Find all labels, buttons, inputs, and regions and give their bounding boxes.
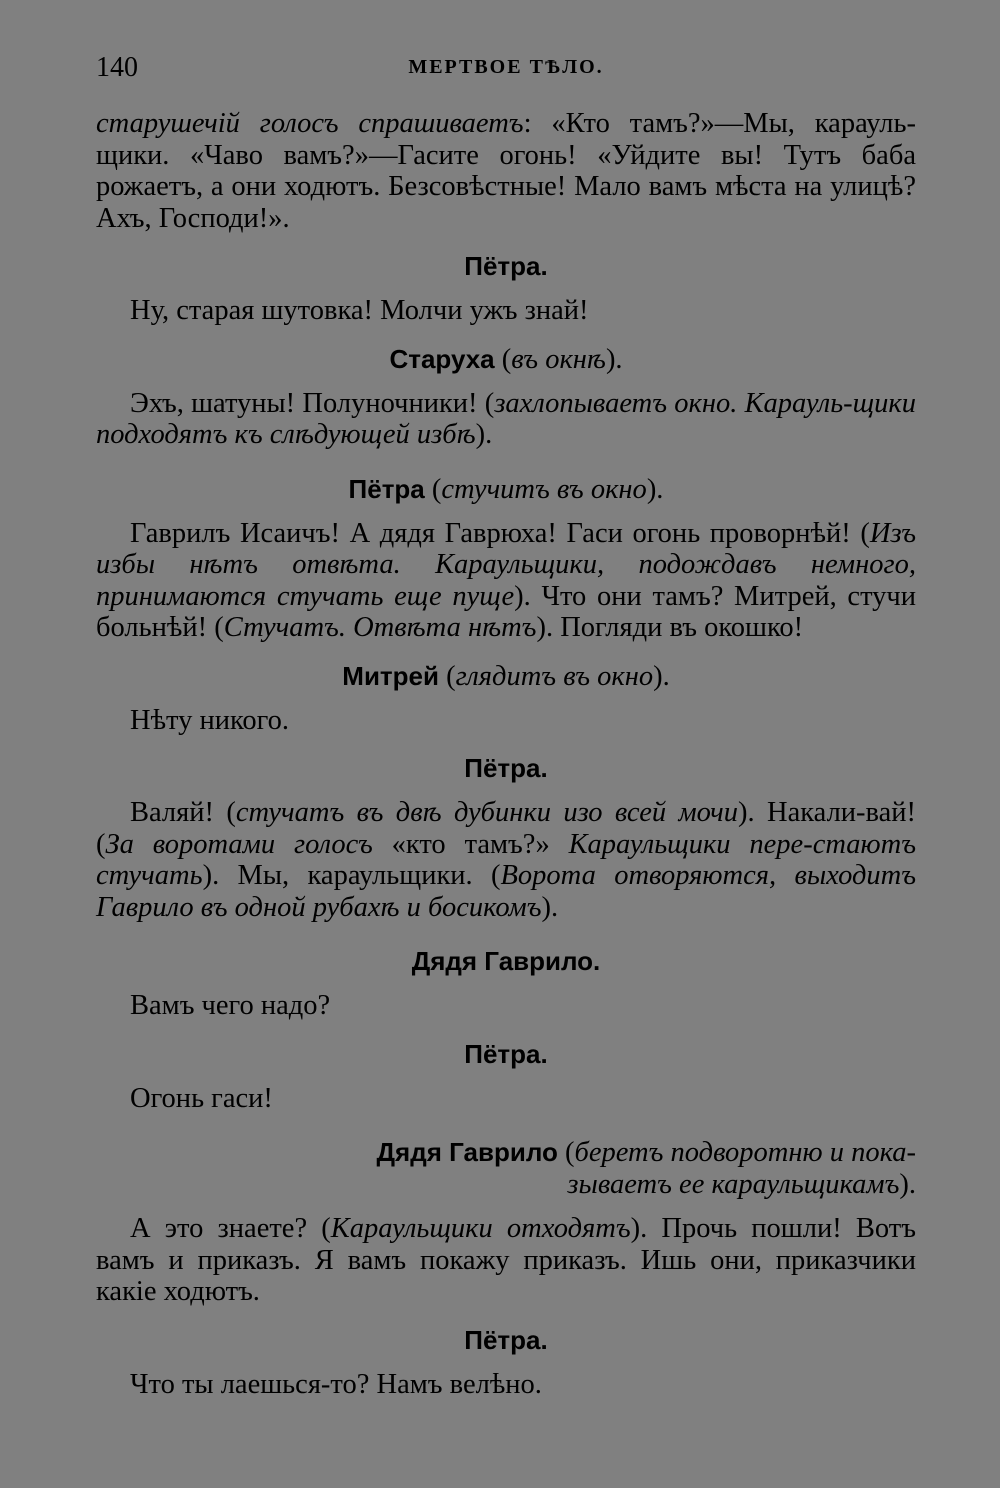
speaker-heading-9 <box>96 1324 916 1357</box>
speaker-name: Дядя Гаврило <box>376 1137 558 1167</box>
dialogue-text: ). Что они тамъ? Митрей, стучи больнѣй! ( <box>96 580 916 643</box>
speaker-heading-5 <box>96 752 916 785</box>
stage-direction: стучатъ въ двѣ дубинки изо всей мочи <box>235 797 739 828</box>
paragraph-9 <box>96 1213 916 1308</box>
speaker-name: Старуха <box>389 343 495 374</box>
dialogue-text: ). Мы, караульщики. ( <box>202 860 501 891</box>
paragraph-7 <box>96 990 916 1022</box>
stage-direction: Изъ избы нѣтъ отвѣта. Караульщики, подождавъ немного, принимаются стучать еще пуще <box>96 517 916 612</box>
stage-direction: Караульщики отходятъ <box>330 1213 631 1244</box>
dialogue-text: Вамъ чего надо? <box>130 990 331 1021</box>
dialogue-text: Валяй! ( <box>130 797 236 828</box>
dialogue-text: Гаврилъ Исаичъ! А дядя Гаврюха! Гаси огонь проворнѣй! ( <box>130 517 870 549</box>
dialogue-text: Ну, старая шутовка! Молчи ужъ знай! <box>130 295 589 326</box>
paragraph-6 <box>96 797 916 923</box>
speaker-heading-4 <box>96 660 916 693</box>
stage-direction: За воротами голосъ <box>105 828 373 860</box>
dialogue-text: Огонь гаси! <box>130 1082 273 1114</box>
paren-close: ). <box>653 660 670 692</box>
paren-close: ). <box>646 473 664 505</box>
speaker-heading-2 <box>96 343 916 376</box>
paragraph-1 <box>96 108 916 234</box>
speaker-heading-3 <box>96 473 916 506</box>
page-header <box>96 52 916 88</box>
stage-direction: зываетъ ее караульщикамъ <box>567 1169 900 1200</box>
stage-direction: стучитъ въ окно <box>441 473 647 505</box>
dialogue-text: Нѣту никого. <box>130 704 290 736</box>
speaker-heading-7 <box>96 1038 916 1071</box>
paragraph-5 <box>96 705 916 737</box>
stage-direction: Стучатъ. Отвѣта нѣтъ <box>223 612 537 643</box>
speaker-name: Пётра. <box>464 1038 548 1069</box>
stage-direction: беретъ подворотню и пока- <box>574 1137 916 1168</box>
speaker-heading-6 <box>96 945 916 978</box>
dialogue-text: ). <box>541 891 559 923</box>
speaker-name: Дядя Гаврило. <box>411 946 601 976</box>
paren-open: ( <box>494 343 512 375</box>
paren-close: ). <box>605 343 623 375</box>
paragraph-10 <box>96 1369 916 1401</box>
dialogue-text: ). <box>475 419 493 450</box>
paragraph-3 <box>96 388 916 451</box>
paren-open: ( <box>424 473 442 505</box>
dialogue-text: «кто тамъ?» <box>372 828 569 860</box>
speaker-heading-8 <box>96 1136 916 1201</box>
speaker-heading-1 <box>96 250 916 283</box>
dialogue-text: ). Накали-вай! ( <box>96 797 917 860</box>
page-number: 140 <box>96 52 138 83</box>
stage-direction: старушечій голосъ спрашиваетъ <box>96 108 524 139</box>
dialogue-text: Эхъ, шатуны! Полуночники! ( <box>130 387 495 419</box>
dialogue-text: : «Кто тамъ?»—Мы, карауль-щики. «Чаво вамъ?»—Гасите огонь! «Уйдите вы! Тутъ баба рожаетъ, а они ходютъ. Безсовѣстные! Мало вамъ мѣста на улицѣ? Ахъ, Господи!». <box>96 108 916 234</box>
paragraph-4 <box>96 518 916 644</box>
page-body <box>96 108 916 1400</box>
running-title: МЕРТВОЕ ТѢЛО. <box>408 56 604 78</box>
paren-close: ). <box>899 1169 916 1200</box>
stage-direction: Караульщики пере-стаютъ стучать <box>96 828 916 891</box>
stage-direction: захлопываетъ окно. Карауль-щики подходятъ къ слѣдующей избѣ <box>96 387 917 450</box>
speaker-name: Митрей <box>342 660 439 691</box>
paren-open: ( <box>557 1137 575 1168</box>
dialogue-text: Что ты лаешься-то? Намъ велѣно. <box>130 1368 542 1400</box>
paren-open: ( <box>438 660 456 692</box>
paragraph-8 <box>96 1083 916 1115</box>
speaker-name: Пётра. <box>464 753 548 783</box>
stage-direction: Ворота отворяются, выходитъ Гаврило въ одной рубахѣ и босикомъ <box>96 860 916 923</box>
paragraph-2 <box>96 295 916 327</box>
speaker-name: Пётра. <box>464 1324 548 1355</box>
dialogue-text: ). Погляди въ окошко! <box>536 612 804 643</box>
stage-direction: глядитъ въ окно <box>455 660 654 692</box>
dialogue-text: А это знаете? ( <box>130 1213 331 1244</box>
speaker-name: Пётра. <box>464 251 548 281</box>
stage-direction: въ окнѣ <box>511 343 606 375</box>
speaker-name: Пётра <box>348 473 425 504</box>
dialogue-text: ). Прочь пошли! Вотъ вамъ и приказъ. Я вамъ покажу приказъ. Ишь они, приказчики какіе ходютъ. <box>96 1213 916 1307</box>
